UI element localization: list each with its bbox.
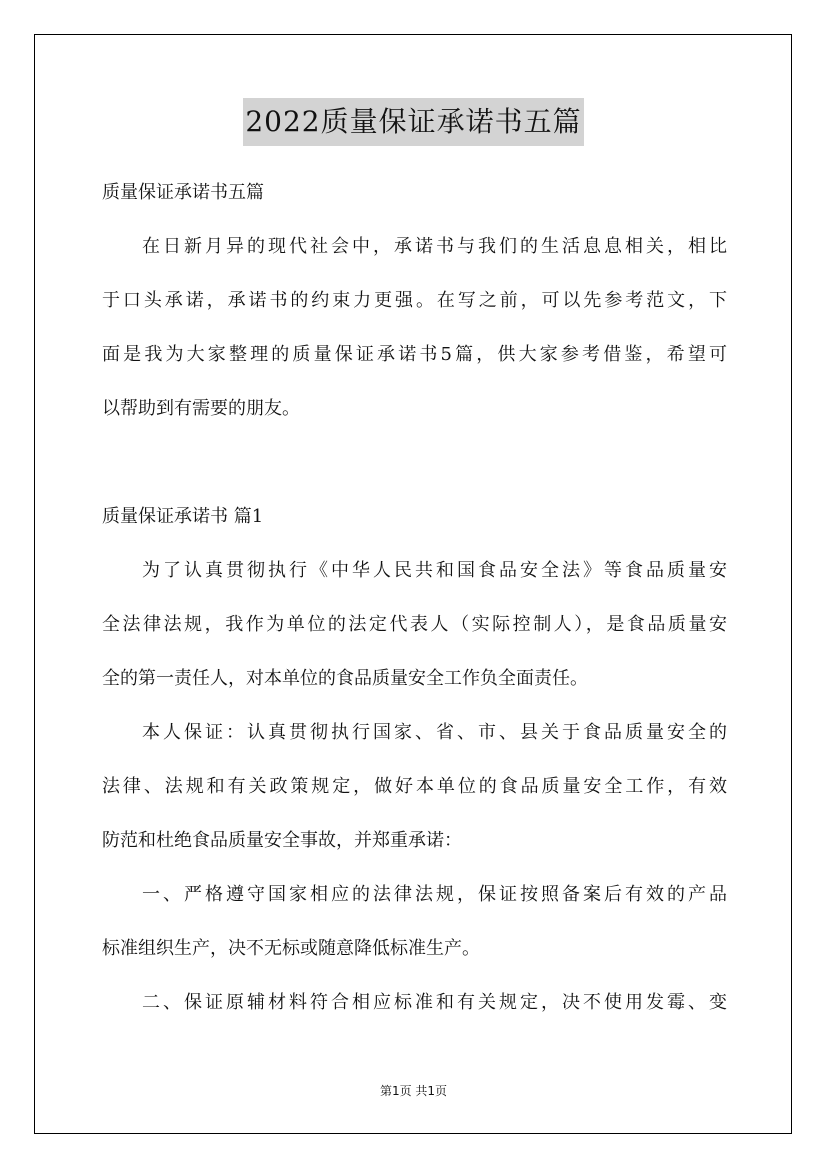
intro-line: 以帮助到有需要的朋友。 <box>102 398 300 419</box>
paragraph-line: 全法律法规，我作为单位的法定代表人（实际控制人），是食品质量安 <box>102 614 727 635</box>
page-footer: 第1页 共1页 <box>379 1084 448 1098</box>
blank-line <box>102 436 727 490</box>
document-title <box>0 98 827 146</box>
paragraph-line: 一、严格遵守国家相应的法律法规，保证按照备案后有效的产品 <box>142 884 727 905</box>
intro-line: 面是我为大家整理的质量保证承诺书5篇，供大家参考借鉴，希望可 <box>102 344 727 365</box>
paragraph-line: 标准组织生产，决不无标或随意降低标准生产。 <box>102 938 480 959</box>
document-body <box>102 166 727 1030</box>
paragraph-line: 二、保证原辅材料符合相应标准和有关规定，决不使用发霉、变 <box>142 992 727 1013</box>
paragraph-line: 法律、法规和有关政策规定，做好本单位的食品质量安全工作，有效 <box>102 776 727 797</box>
intro-line: 于口头承诺，承诺书的约束力更强。在写之前，可以先参考范文，下 <box>102 290 727 311</box>
document-title-text: 2022质量保证承诺书五篇 <box>243 98 583 146</box>
paragraph-line: 防范和杜绝食品质量安全事故，并郑重承诺： <box>102 830 462 851</box>
paragraph-line: 全的第一责任人，对本单位的食品质量安全工作负全面责任。 <box>102 668 588 689</box>
intro-line: 在日新月异的现代社会中，承诺书与我们的生活息息相关，相比 <box>142 236 727 257</box>
paragraph-line: 本人保证：认真贯彻执行国家、省、市、县关于食品质量安全的 <box>142 722 727 743</box>
intro-heading: 质量保证承诺书五篇 <box>102 182 264 203</box>
paragraph-line: 为了认真贯彻执行《中华人民共和国食品安全法》等食品质量安 <box>142 560 727 581</box>
section-heading: 质量保证承诺书 篇1 <box>102 506 264 527</box>
